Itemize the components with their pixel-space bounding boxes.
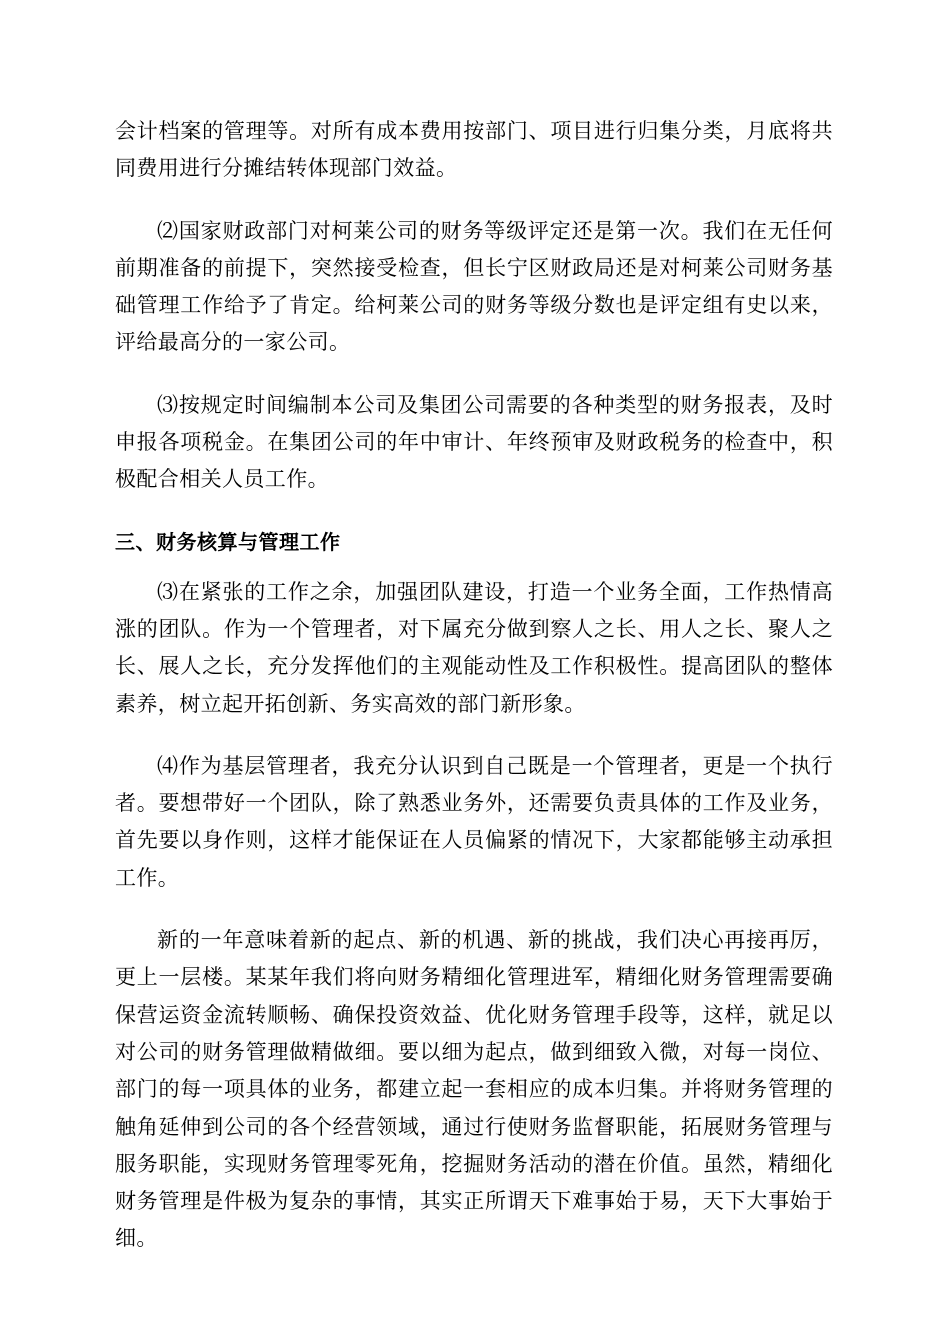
paragraph-accounting-archives: 会计档案的管理等。对所有成本费用按部门、项目进行归集分类，月底将共同费用进行分摊结转体现部门效益。 — [115, 119, 833, 181]
section-heading: 三、财务核算与管理工作 — [115, 529, 341, 554]
paragraph-financial-rating: ⑵国家财政部门对柯莱公司的财务等级评定还是第一次。我们在无任何前期准备的前提下，突然接受检查，但长宁区财政局还是对柯莱公司财务基础管理工作给予了肯定。给柯莱公司的财务等级分数也是评定组有史以来，评给最高分的一家公司。 — [115, 218, 833, 355]
paragraph-new-year-outlook: 新的一年意味着新的起点、新的机遇、新的挑战，我们决心再接再厉，更上一层楼。某某年我们将向财务精细化管理进军，精细化财务管理需要确保营运资金流转顺畅、确保投资效益、优化财务管理手段等，这样，就足以对公司的财务管理做精做细。要以细为起点，做到细致入微，对每一岗位、部门的每一项具体的业务，都建立起一套相应的成本归集。并将财务管理的触角延伸到公司的各个经营领域，通过行使财务监督职能，拓展财务管理与服务职能，实现财务管理零死角，挖掘财务活动的潜在价值。虽然，精细化财务管理是件极为复杂的事情，其实正所谓天下难事始于易，天下大事始于细。 — [115, 928, 833, 1251]
paragraph-grassroots-manager: ⑷作为基层管理者，我充分认识到自己既是一个管理者，更是一个执行者。要想带好一个团队，除了熟悉业务外，还需要负责具体的工作及业务，首先要以身作则，这样才能保证在人员偏紧的情况下，大家都能够主动承担工作。 — [115, 753, 833, 890]
paragraph-financial-reports: ⑶按规定时间编制本公司及集团公司需要的各种类型的财务报表，及时申报各项税金。在集团公司的年中审计、年终预审及财政税务的检查中，积极配合相关人员工作。 — [115, 392, 833, 492]
document-page — [115, 113, 833, 1283]
paragraph-team-building: ⑶在紧张的工作之余，加强团队建设，打造一个业务全面，工作热情高涨的团队。作为一个管理者，对下属充分做到察人之长、用人之长、聚人之长、展人之长，充分发挥他们的主观能动性及工作积极性。提高团队的整体素养，树立起开拓创新、务实高效的部门新形象。 — [115, 579, 833, 716]
